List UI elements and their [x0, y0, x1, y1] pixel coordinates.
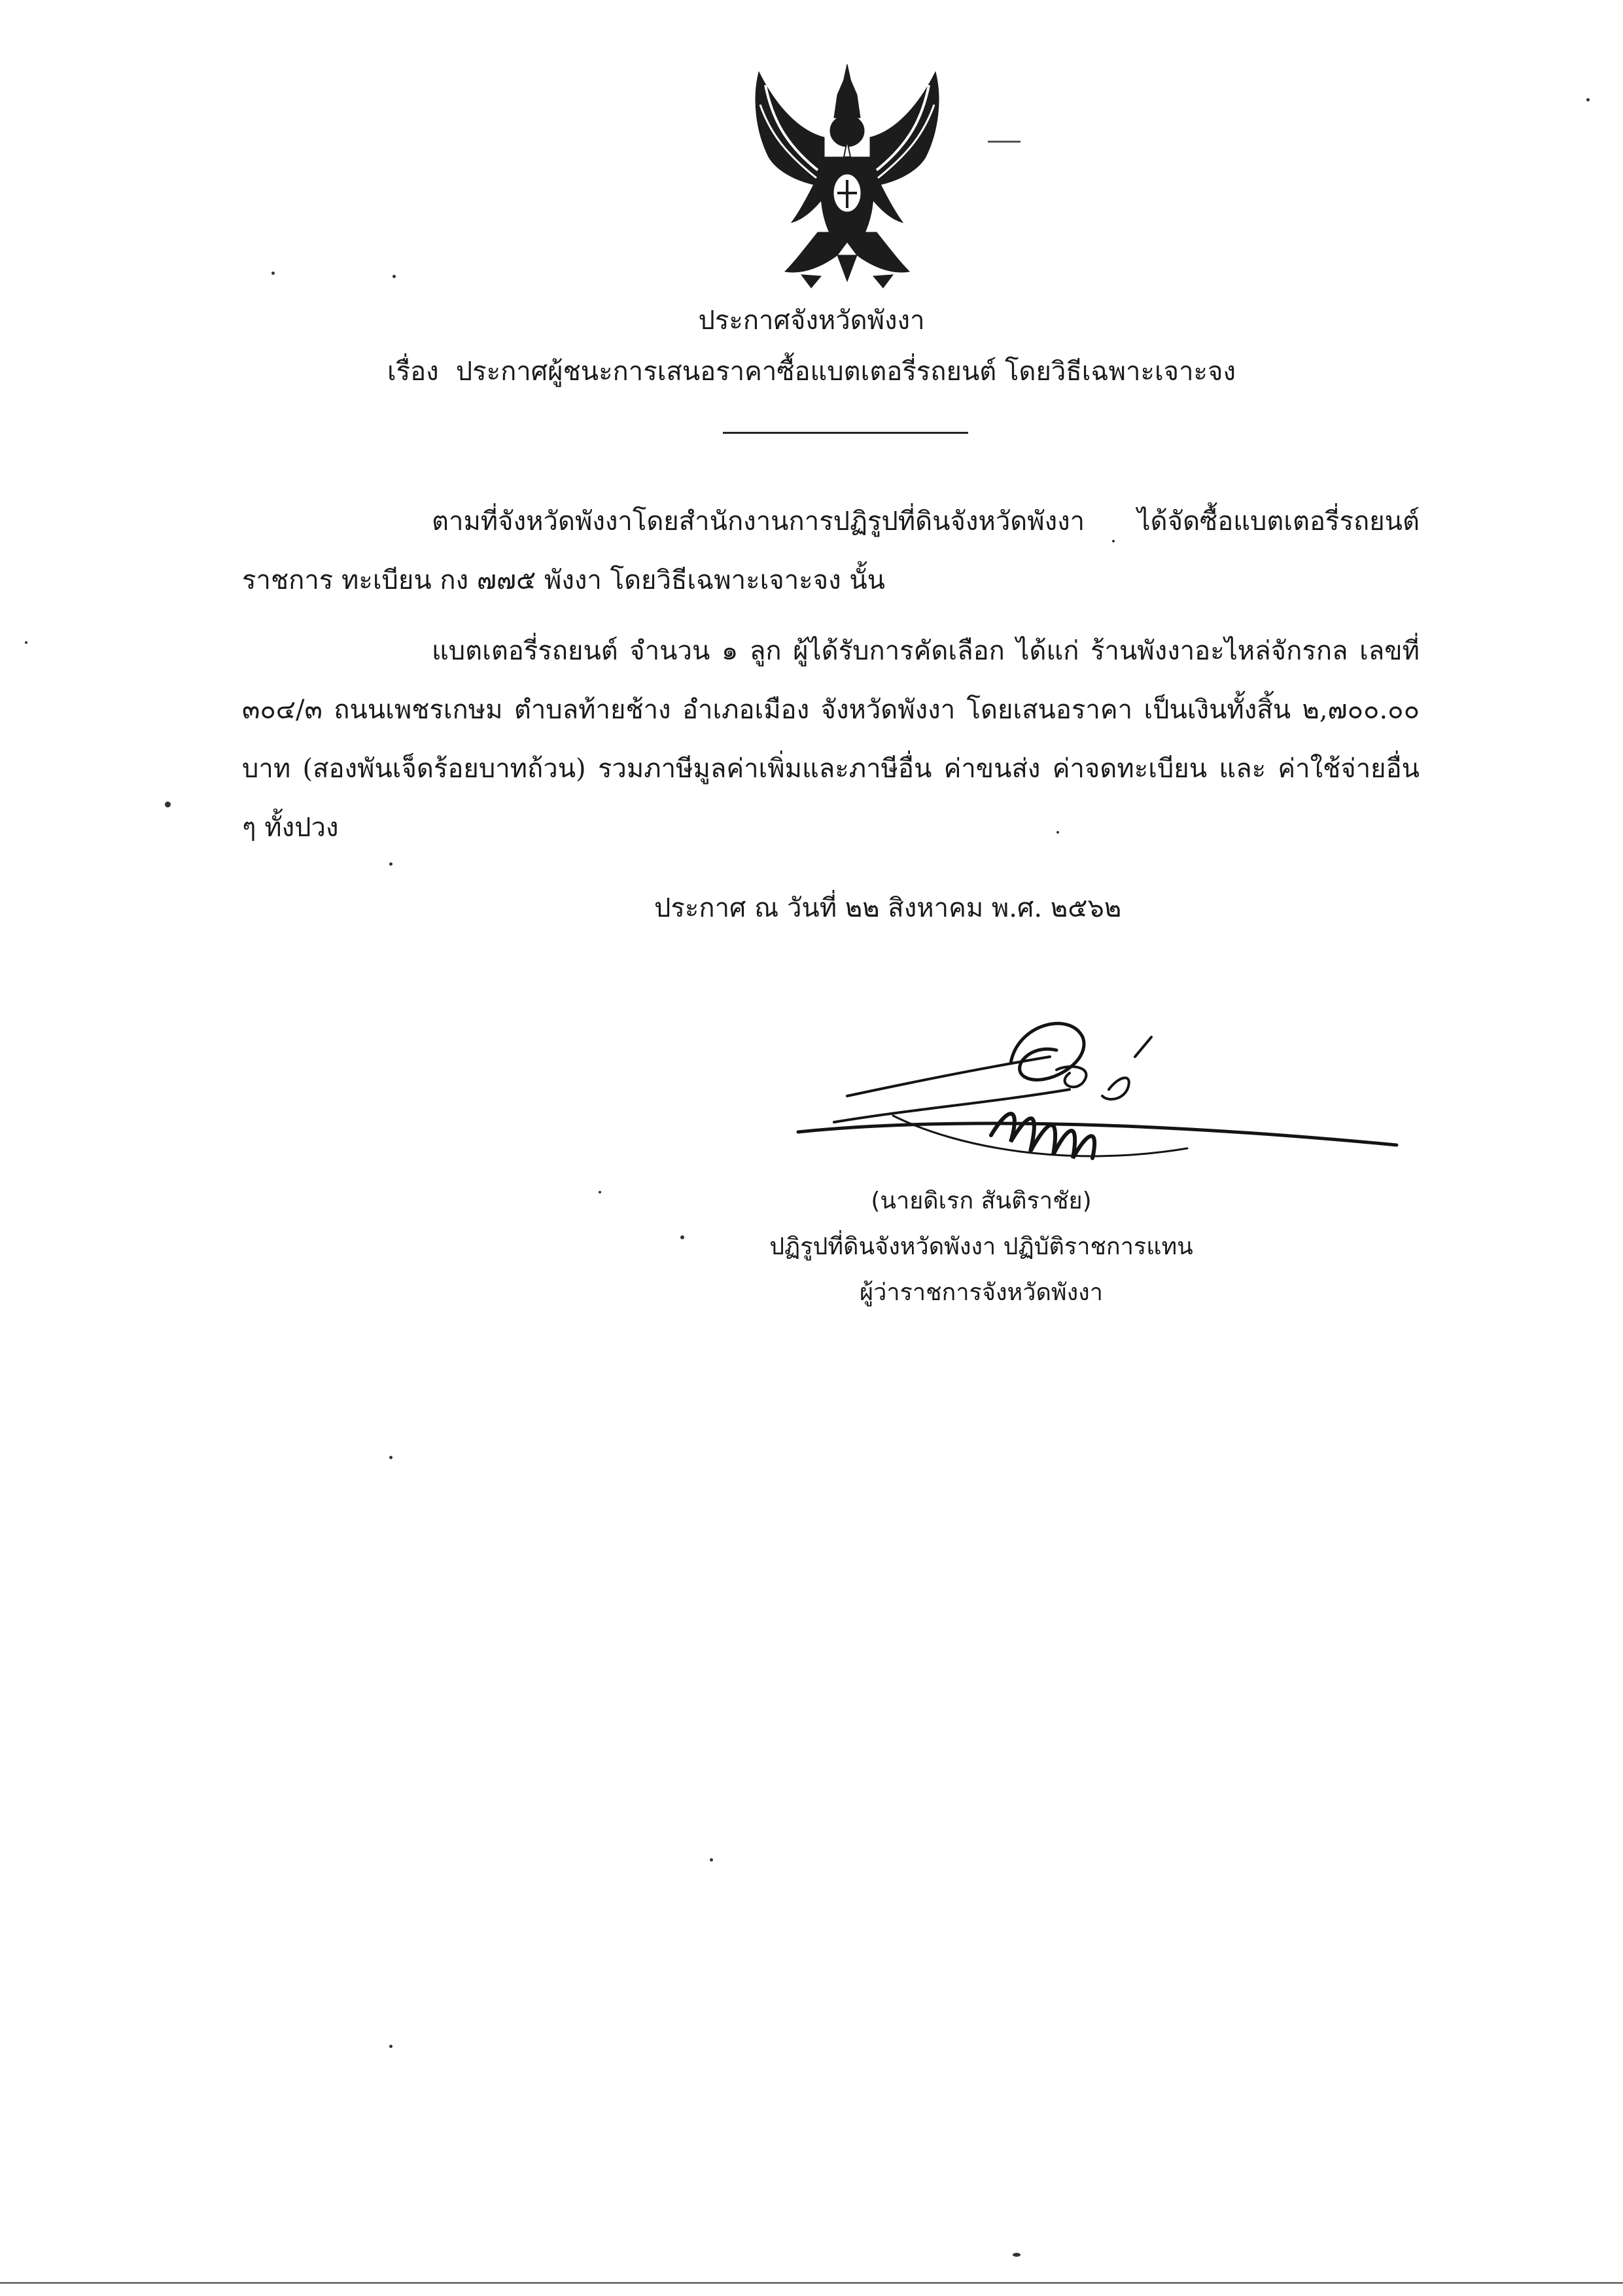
- scan-speck: [988, 141, 1021, 143]
- scan-speck: [710, 1858, 713, 1862]
- announcement-date: ประกาศ ณ วันที่ ๒๒ สิงหาคม พ.ศ. ๒๕๖๒: [654, 893, 1122, 923]
- signatory-name: (นายดิเรก สันติราชัย): [871, 1188, 1092, 1214]
- scan-speck: [1586, 98, 1590, 101]
- body-paragraph-2: แบตเตอรี่รถยนต์ จำนวน ๑ ลูก ผู้ได้รับการคัดเลือก ได้แก่ ร้านพังงาอะไหล่จักรกล เลขที่ ๓๐๔/๓ ถนนเพชรเกษม ตำบลท้ายช้าง อำเภอเมือง จังหวัดพังงา โดยเสนอราคา เป็นเงินทั้งสิ้น ๒,๗๐๐.๐๐ บาท (สองพันเจ็ดร้อยบาทถ้วน) รวมภาษีมูลค่าเพิ่มและภาษีอื่น ค่าขนส่ง ค่าจดทะเบียน และ ค่าใช้จ่ายอื่น ๆ ทั้งปวง: [242, 636, 1420, 843]
- scan-speck: [599, 1191, 601, 1193]
- document-subject: [0, 353, 1623, 390]
- scan-speck: [393, 275, 396, 278]
- handwritten-signature: [795, 1011, 1403, 1184]
- scan-speck: [1056, 831, 1059, 834]
- document-title: ประกาศจังหวัดพังงา: [698, 306, 925, 336]
- scan-speck: [1013, 2253, 1021, 2257]
- subject-text: ประกาศผู้ชนะการเสนอราคาซื้อแบตเตอรี่รถยนต์ โดยวิธีเฉพาะเจาะจง: [455, 357, 1236, 387]
- body-paragraph-1: ตามที่จังหวัดพังงาโดยสำนักงานการปฏิรูปที่ดินจังหวัดพังงา ได้จัดซื้อแบตเตอรี่รถยนต์ ราชการ ทะเบียน กง ๗๗๕ พังงา โดยวิธีเฉพาะเจาะจง นั้น: [242, 506, 1420, 595]
- scan-speck: [389, 862, 393, 866]
- scan-edge-line: [0, 2282, 1623, 2284]
- scan-speck: [1112, 540, 1115, 542]
- scan-speck: [271, 272, 275, 275]
- scan-speck: [25, 641, 27, 644]
- title-divider: [723, 432, 968, 434]
- scan-speck: [680, 1235, 684, 1239]
- garuda-emblem-icon: [739, 59, 955, 294]
- signatory-position: ปฏิรูปที่ดินจังหวัดพังงา ปฏิบัติราชการแทน: [769, 1233, 1193, 1260]
- signatory-position-2: ผู้ว่าราชการจังหวัดพังงา: [860, 1279, 1103, 1306]
- subject-label: เรื่อง: [387, 357, 439, 387]
- scan-speck: [389, 2045, 393, 2048]
- scan-speck: [389, 1456, 393, 1459]
- scan-speck: [165, 802, 171, 807]
